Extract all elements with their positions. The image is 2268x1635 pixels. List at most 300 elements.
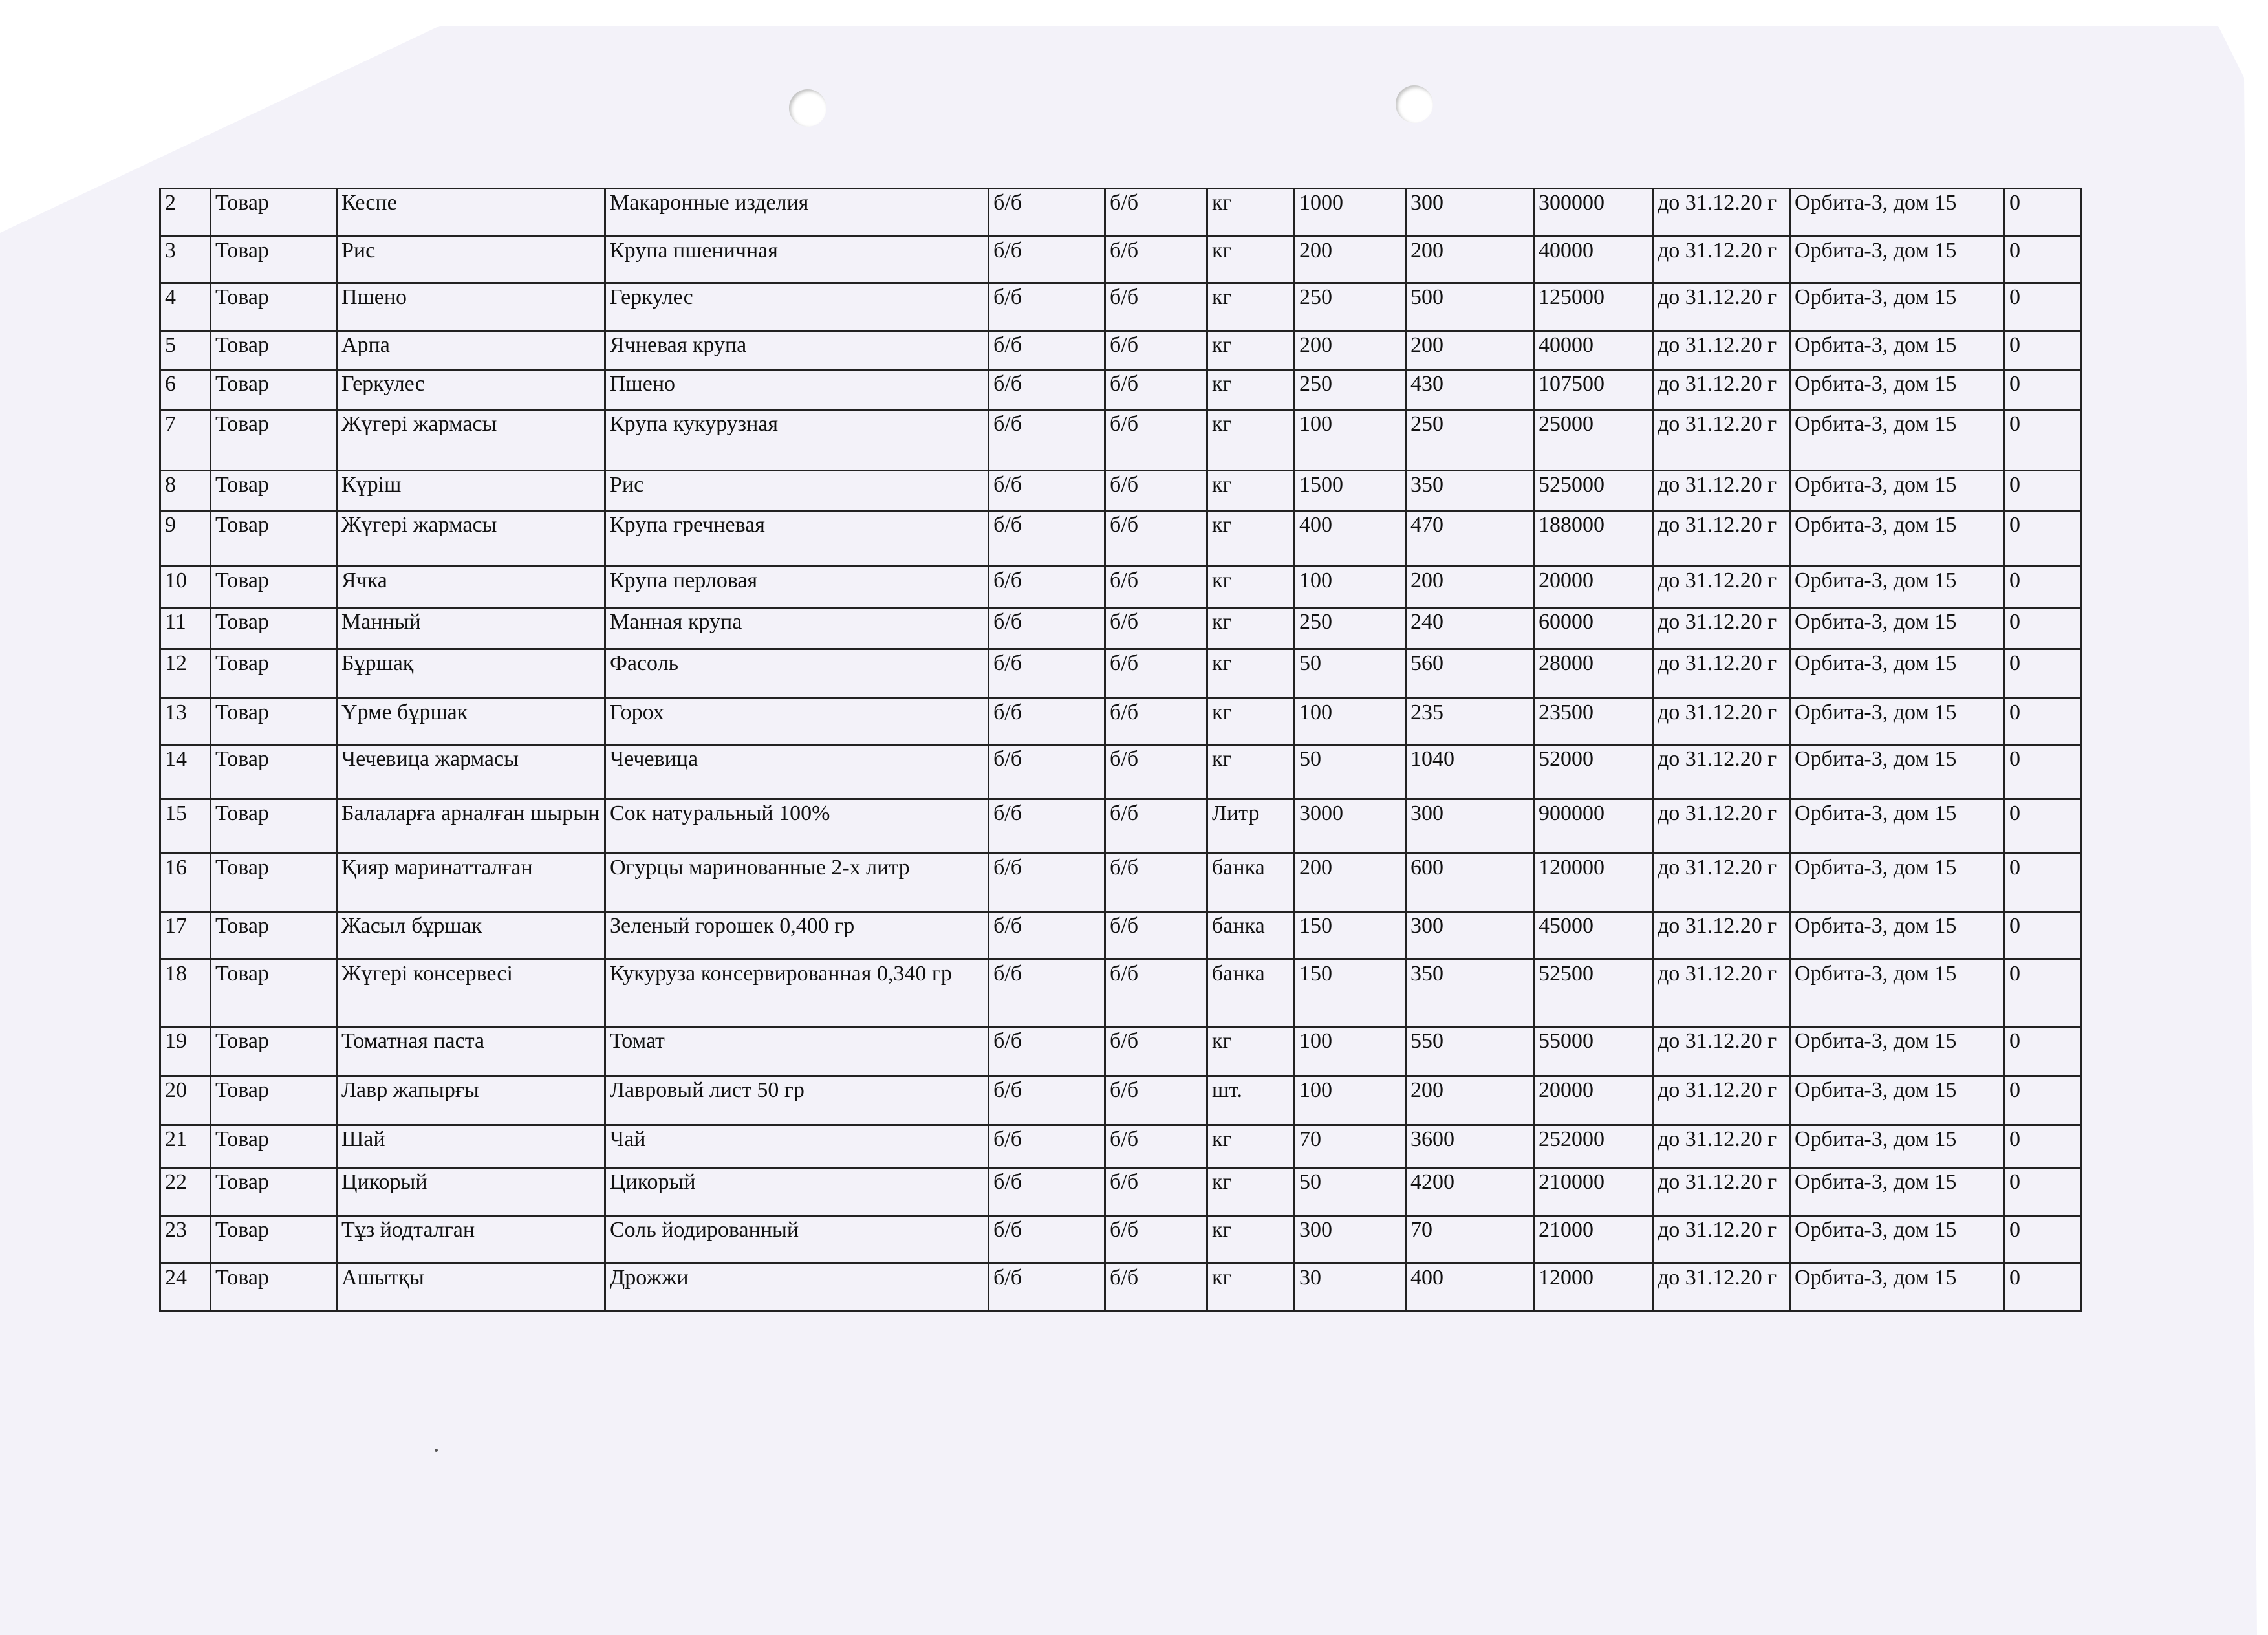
item-name-kz: Қияр маринатталған xyxy=(337,854,605,912)
item-quantity: 50 xyxy=(1295,745,1406,799)
item-name-kz: Манный xyxy=(337,608,605,649)
delivery-place: Орбита-3, дом 15 xyxy=(1790,511,2005,567)
delivery-place: Орбита-3, дом 15 xyxy=(1790,283,2005,331)
item-brand: б/б xyxy=(989,1076,1105,1125)
item-quantity: 150 xyxy=(1295,960,1406,1027)
item-type: Товар xyxy=(211,649,337,698)
item-model: б/б xyxy=(1105,1216,1207,1264)
delivery-place: Орбита-3, дом 15 xyxy=(1790,960,2005,1027)
table-row xyxy=(160,649,2081,698)
item-brand: б/б xyxy=(989,1216,1105,1264)
item-model: б/б xyxy=(1105,854,1207,912)
item-type: Товар xyxy=(211,608,337,649)
item-price: 300 xyxy=(1406,799,1534,854)
delivery-term: до 31.12.20 г xyxy=(1653,567,1790,608)
advance-payment: 0 xyxy=(2005,799,2081,854)
delivery-place: Орбита-3, дом 15 xyxy=(1790,912,2005,960)
item-name-kz: Жүгері жармасы xyxy=(337,410,605,471)
item-brand: б/б xyxy=(989,1264,1105,1312)
advance-payment: 0 xyxy=(2005,1027,2081,1076)
item-brand: б/б xyxy=(989,912,1105,960)
item-brand: б/б xyxy=(989,189,1105,237)
item-name-kz: Бұршақ xyxy=(337,649,605,698)
table-row xyxy=(160,283,2081,331)
item-type: Товар xyxy=(211,1216,337,1264)
item-description: Томат xyxy=(605,1027,989,1076)
item-unit: кг xyxy=(1207,1168,1295,1216)
delivery-place: Орбита-3, дом 15 xyxy=(1790,745,2005,799)
item-name-kz: Пшено xyxy=(337,283,605,331)
item-brand: б/б xyxy=(989,854,1105,912)
item-description: Крупа гречневая xyxy=(605,511,989,567)
item-sum: 107500 xyxy=(1534,370,1653,410)
advance-payment: 0 xyxy=(2005,511,2081,567)
table-row xyxy=(160,189,2081,237)
row-number: 12 xyxy=(160,649,211,698)
item-price: 235 xyxy=(1406,698,1534,745)
item-brand: б/б xyxy=(989,237,1105,283)
delivery-place: Орбита-3, дом 15 xyxy=(1790,1125,2005,1168)
row-number: 19 xyxy=(160,1027,211,1076)
item-description: Макаронные изделия xyxy=(605,189,989,237)
delivery-term: до 31.12.20 г xyxy=(1653,283,1790,331)
item-sum: 45000 xyxy=(1534,912,1653,960)
item-brand: б/б xyxy=(989,960,1105,1027)
delivery-place: Орбита-3, дом 15 xyxy=(1790,189,2005,237)
item-brand: б/б xyxy=(989,283,1105,331)
advance-payment: 0 xyxy=(2005,1125,2081,1168)
item-quantity: 100 xyxy=(1295,1076,1406,1125)
item-type: Товар xyxy=(211,854,337,912)
item-sum: 28000 xyxy=(1534,649,1653,698)
row-number: 23 xyxy=(160,1216,211,1264)
advance-payment: 0 xyxy=(2005,410,2081,471)
item-name-kz: Күріш xyxy=(337,471,605,511)
item-name-kz: Жасыл бұршак xyxy=(337,912,605,960)
item-type: Товар xyxy=(211,410,337,471)
item-price: 200 xyxy=(1406,567,1534,608)
item-model: б/б xyxy=(1105,567,1207,608)
item-sum: 188000 xyxy=(1534,511,1653,567)
item-sum: 20000 xyxy=(1534,1076,1653,1125)
advance-payment: 0 xyxy=(2005,1168,2081,1216)
delivery-term: до 31.12.20 г xyxy=(1653,410,1790,471)
item-brand: б/б xyxy=(989,745,1105,799)
advance-payment: 0 xyxy=(2005,331,2081,370)
delivery-place: Орбита-3, дом 15 xyxy=(1790,1168,2005,1216)
item-name-kz: Ячка xyxy=(337,567,605,608)
item-price: 240 xyxy=(1406,608,1534,649)
item-brand: б/б xyxy=(989,471,1105,511)
item-type: Товар xyxy=(211,1027,337,1076)
table-row xyxy=(160,960,2081,1027)
item-model: б/б xyxy=(1105,608,1207,649)
scan-speck xyxy=(435,1449,438,1452)
item-description: Кукуруза консервированная 0,340 гр xyxy=(605,960,989,1027)
item-quantity: 250 xyxy=(1295,283,1406,331)
delivery-term: до 31.12.20 г xyxy=(1653,1264,1790,1312)
item-type: Товар xyxy=(211,237,337,283)
item-model: б/б xyxy=(1105,799,1207,854)
item-name-kz: Рис xyxy=(337,237,605,283)
item-unit: кг xyxy=(1207,1125,1295,1168)
item-sum: 210000 xyxy=(1534,1168,1653,1216)
item-brand: б/б xyxy=(989,567,1105,608)
table-row xyxy=(160,1264,2081,1312)
item-description: Сок натуральный 100% xyxy=(605,799,989,854)
delivery-place: Орбита-3, дом 15 xyxy=(1790,370,2005,410)
row-number: 16 xyxy=(160,854,211,912)
item-description: Крупа кукурузная xyxy=(605,410,989,471)
item-sum: 120000 xyxy=(1534,854,1653,912)
item-type: Товар xyxy=(211,1076,337,1125)
item-model: б/б xyxy=(1105,283,1207,331)
goods-table-body xyxy=(160,189,2081,1312)
table-row xyxy=(160,698,2081,745)
item-description: Чай xyxy=(605,1125,989,1168)
item-model: б/б xyxy=(1105,511,1207,567)
table-row xyxy=(160,410,2081,471)
item-description: Крупа перловая xyxy=(605,567,989,608)
item-name-kz: Лавр жапырғы xyxy=(337,1076,605,1125)
table-row xyxy=(160,511,2081,567)
item-sum: 300000 xyxy=(1534,189,1653,237)
advance-payment: 0 xyxy=(2005,912,2081,960)
delivery-term: до 31.12.20 г xyxy=(1653,511,1790,567)
row-number: 4 xyxy=(160,283,211,331)
delivery-place: Орбита-3, дом 15 xyxy=(1790,567,2005,608)
delivery-term: до 31.12.20 г xyxy=(1653,912,1790,960)
delivery-term: до 31.12.20 г xyxy=(1653,1027,1790,1076)
advance-payment: 0 xyxy=(2005,189,2081,237)
delivery-term: до 31.12.20 г xyxy=(1653,370,1790,410)
item-quantity: 50 xyxy=(1295,1168,1406,1216)
delivery-term: до 31.12.20 г xyxy=(1653,649,1790,698)
item-type: Товар xyxy=(211,1168,337,1216)
item-name-kz: Ашытқы xyxy=(337,1264,605,1312)
item-brand: б/б xyxy=(989,698,1105,745)
table-row xyxy=(160,799,2081,854)
table-row xyxy=(160,567,2081,608)
item-description: Лавровый лист 50 гр xyxy=(605,1076,989,1125)
item-type: Товар xyxy=(211,189,337,237)
item-name-kz: Геркулес xyxy=(337,370,605,410)
item-brand: б/б xyxy=(989,799,1105,854)
item-description: Рис xyxy=(605,471,989,511)
item-unit: кг xyxy=(1207,410,1295,471)
item-description: Фасоль xyxy=(605,649,989,698)
row-number: 20 xyxy=(160,1076,211,1125)
delivery-place: Орбита-3, дом 15 xyxy=(1790,410,2005,471)
item-sum: 12000 xyxy=(1534,1264,1653,1312)
advance-payment: 0 xyxy=(2005,854,2081,912)
item-model: б/б xyxy=(1105,960,1207,1027)
advance-payment: 0 xyxy=(2005,283,2081,331)
table-row xyxy=(160,745,2081,799)
table-row xyxy=(160,608,2081,649)
delivery-place: Орбита-3, дом 15 xyxy=(1790,1264,2005,1312)
item-unit: кг xyxy=(1207,745,1295,799)
item-quantity: 100 xyxy=(1295,1027,1406,1076)
item-price: 600 xyxy=(1406,854,1534,912)
item-price: 200 xyxy=(1406,237,1534,283)
delivery-term: до 31.12.20 г xyxy=(1653,698,1790,745)
item-quantity: 100 xyxy=(1295,567,1406,608)
table-row xyxy=(160,1125,2081,1168)
row-number: 10 xyxy=(160,567,211,608)
item-unit: кг xyxy=(1207,1216,1295,1264)
row-number: 11 xyxy=(160,608,211,649)
item-name-kz: Жүгері консервесі xyxy=(337,960,605,1027)
item-unit: кг xyxy=(1207,1027,1295,1076)
item-type: Товар xyxy=(211,960,337,1027)
table-row xyxy=(160,1216,2081,1264)
item-price: 300 xyxy=(1406,912,1534,960)
item-name-kz: Шай xyxy=(337,1125,605,1168)
item-model: б/б xyxy=(1105,698,1207,745)
advance-payment: 0 xyxy=(2005,698,2081,745)
item-unit: кг xyxy=(1207,189,1295,237)
item-description: Соль йодированный xyxy=(605,1216,989,1264)
item-description: Горох xyxy=(605,698,989,745)
item-unit: кг xyxy=(1207,283,1295,331)
delivery-place: Орбита-3, дом 15 xyxy=(1790,608,2005,649)
table-row xyxy=(160,331,2081,370)
item-price: 350 xyxy=(1406,960,1534,1027)
delivery-place: Орбита-3, дом 15 xyxy=(1790,237,2005,283)
item-model: б/б xyxy=(1105,189,1207,237)
delivery-place: Орбита-3, дом 15 xyxy=(1790,471,2005,511)
item-price: 200 xyxy=(1406,1076,1534,1125)
delivery-term: до 31.12.20 г xyxy=(1653,960,1790,1027)
item-quantity: 250 xyxy=(1295,608,1406,649)
advance-payment: 0 xyxy=(2005,745,2081,799)
item-model: б/б xyxy=(1105,1027,1207,1076)
item-quantity: 100 xyxy=(1295,410,1406,471)
advance-payment: 0 xyxy=(2005,1076,2081,1125)
item-name-kz: Жүгері жармасы xyxy=(337,511,605,567)
table-row xyxy=(160,1027,2081,1076)
delivery-term: до 31.12.20 г xyxy=(1653,608,1790,649)
item-unit: кг xyxy=(1207,567,1295,608)
item-unit: банка xyxy=(1207,960,1295,1027)
item-model: б/б xyxy=(1105,745,1207,799)
item-sum: 252000 xyxy=(1534,1125,1653,1168)
advance-payment: 0 xyxy=(2005,471,2081,511)
item-quantity: 100 xyxy=(1295,698,1406,745)
item-unit: кг xyxy=(1207,370,1295,410)
row-number: 14 xyxy=(160,745,211,799)
goods-table xyxy=(159,188,2082,1312)
table-row xyxy=(160,854,2081,912)
item-sum: 52500 xyxy=(1534,960,1653,1027)
advance-payment: 0 xyxy=(2005,1264,2081,1312)
item-price: 4200 xyxy=(1406,1168,1534,1216)
item-unit: кг xyxy=(1207,511,1295,567)
item-price: 350 xyxy=(1406,471,1534,511)
item-type: Товар xyxy=(211,331,337,370)
item-unit: кг xyxy=(1207,698,1295,745)
item-sum: 60000 xyxy=(1534,608,1653,649)
item-name-kz: Арпа xyxy=(337,331,605,370)
item-quantity: 70 xyxy=(1295,1125,1406,1168)
delivery-term: до 31.12.20 г xyxy=(1653,1168,1790,1216)
advance-payment: 0 xyxy=(2005,370,2081,410)
item-name-kz: Үрме бұршак xyxy=(337,698,605,745)
item-unit: кг xyxy=(1207,649,1295,698)
item-name-kz: Балаларға арналған шырын xyxy=(337,799,605,854)
item-sum: 525000 xyxy=(1534,471,1653,511)
item-price: 70 xyxy=(1406,1216,1534,1264)
item-quantity: 50 xyxy=(1295,649,1406,698)
row-number: 2 xyxy=(160,189,211,237)
table-row xyxy=(160,471,2081,511)
item-model: б/б xyxy=(1105,237,1207,283)
item-description: Цикорый xyxy=(605,1168,989,1216)
advance-payment: 0 xyxy=(2005,1216,2081,1264)
item-quantity: 1500 xyxy=(1295,471,1406,511)
delivery-term: до 31.12.20 г xyxy=(1653,1076,1790,1125)
item-type: Товар xyxy=(211,745,337,799)
item-type: Товар xyxy=(211,370,337,410)
item-sum: 40000 xyxy=(1534,331,1653,370)
punch-hole-right xyxy=(1396,85,1433,123)
item-model: б/б xyxy=(1105,1076,1207,1125)
delivery-place: Орбита-3, дом 15 xyxy=(1790,1216,2005,1264)
item-brand: б/б xyxy=(989,1125,1105,1168)
item-name-kz: Томатная паста xyxy=(337,1027,605,1076)
delivery-term: до 31.12.20 г xyxy=(1653,1125,1790,1168)
item-quantity: 200 xyxy=(1295,237,1406,283)
item-price: 3600 xyxy=(1406,1125,1534,1168)
delivery-term: до 31.12.20 г xyxy=(1653,471,1790,511)
item-brand: б/б xyxy=(989,410,1105,471)
row-number: 6 xyxy=(160,370,211,410)
advance-payment: 0 xyxy=(2005,237,2081,283)
item-type: Товар xyxy=(211,1125,337,1168)
delivery-place: Орбита-3, дом 15 xyxy=(1790,649,2005,698)
item-quantity: 200 xyxy=(1295,854,1406,912)
item-unit: кг xyxy=(1207,331,1295,370)
item-type: Товар xyxy=(211,698,337,745)
item-price: 560 xyxy=(1406,649,1534,698)
item-type: Товар xyxy=(211,567,337,608)
item-model: б/б xyxy=(1105,1168,1207,1216)
row-number: 7 xyxy=(160,410,211,471)
advance-payment: 0 xyxy=(2005,649,2081,698)
item-quantity: 30 xyxy=(1295,1264,1406,1312)
row-number: 22 xyxy=(160,1168,211,1216)
item-model: б/б xyxy=(1105,912,1207,960)
delivery-term: до 31.12.20 г xyxy=(1653,331,1790,370)
item-unit: кг xyxy=(1207,608,1295,649)
delivery-term: до 31.12.20 г xyxy=(1653,189,1790,237)
item-model: б/б xyxy=(1105,1264,1207,1312)
item-price: 200 xyxy=(1406,331,1534,370)
item-type: Товар xyxy=(211,283,337,331)
item-model: б/б xyxy=(1105,471,1207,511)
delivery-place: Орбита-3, дом 15 xyxy=(1790,854,2005,912)
item-type: Товар xyxy=(211,799,337,854)
delivery-term: до 31.12.20 г xyxy=(1653,745,1790,799)
delivery-place: Орбита-3, дом 15 xyxy=(1790,1027,2005,1076)
item-unit: кг xyxy=(1207,471,1295,511)
delivery-term: до 31.12.20 г xyxy=(1653,854,1790,912)
row-number: 24 xyxy=(160,1264,211,1312)
item-model: б/б xyxy=(1105,370,1207,410)
item-brand: б/б xyxy=(989,511,1105,567)
item-description: Пшено xyxy=(605,370,989,410)
punch-hole-left xyxy=(789,89,826,127)
item-sum: 40000 xyxy=(1534,237,1653,283)
item-description: Геркулес xyxy=(605,283,989,331)
item-price: 300 xyxy=(1406,189,1534,237)
item-type: Товар xyxy=(211,471,337,511)
item-model: б/б xyxy=(1105,331,1207,370)
item-sum: 52000 xyxy=(1534,745,1653,799)
table-row xyxy=(160,1168,2081,1216)
row-number: 15 xyxy=(160,799,211,854)
item-quantity: 200 xyxy=(1295,331,1406,370)
item-type: Товар xyxy=(211,912,337,960)
item-model: б/б xyxy=(1105,410,1207,471)
item-brand: б/б xyxy=(989,1027,1105,1076)
item-quantity: 400 xyxy=(1295,511,1406,567)
item-sum: 125000 xyxy=(1534,283,1653,331)
item-type: Товар xyxy=(211,511,337,567)
item-unit: банка xyxy=(1207,912,1295,960)
item-unit: шт. xyxy=(1207,1076,1295,1125)
delivery-term: до 31.12.20 г xyxy=(1653,799,1790,854)
item-model: б/б xyxy=(1105,1125,1207,1168)
item-unit: банка xyxy=(1207,854,1295,912)
table-row xyxy=(160,370,2081,410)
item-sum: 23500 xyxy=(1534,698,1653,745)
item-brand: б/б xyxy=(989,331,1105,370)
delivery-place: Орбита-3, дом 15 xyxy=(1790,331,2005,370)
table-row xyxy=(160,1076,2081,1125)
item-unit: кг xyxy=(1207,237,1295,283)
item-brand: б/б xyxy=(989,1168,1105,1216)
advance-payment: 0 xyxy=(2005,608,2081,649)
item-quantity: 250 xyxy=(1295,370,1406,410)
item-sum: 20000 xyxy=(1534,567,1653,608)
item-quantity: 3000 xyxy=(1295,799,1406,854)
item-model: б/б xyxy=(1105,649,1207,698)
item-type: Товар xyxy=(211,1264,337,1312)
item-price: 400 xyxy=(1406,1264,1534,1312)
delivery-term: до 31.12.20 г xyxy=(1653,1216,1790,1264)
delivery-term: до 31.12.20 г xyxy=(1653,237,1790,283)
item-brand: б/б xyxy=(989,608,1105,649)
row-number: 9 xyxy=(160,511,211,567)
item-sum: 21000 xyxy=(1534,1216,1653,1264)
row-number: 21 xyxy=(160,1125,211,1168)
advance-payment: 0 xyxy=(2005,960,2081,1027)
item-name-kz: Чечевица жармасы xyxy=(337,745,605,799)
row-number: 3 xyxy=(160,237,211,283)
item-price: 470 xyxy=(1406,511,1534,567)
item-description: Чечевица xyxy=(605,745,989,799)
advance-payment: 0 xyxy=(2005,567,2081,608)
delivery-place: Орбита-3, дом 15 xyxy=(1790,799,2005,854)
item-description: Манная крупа xyxy=(605,608,989,649)
row-number: 17 xyxy=(160,912,211,960)
item-description: Зеленый горошек 0,400 гр xyxy=(605,912,989,960)
item-sum: 900000 xyxy=(1534,799,1653,854)
item-description: Дрожжи xyxy=(605,1264,989,1312)
row-number: 13 xyxy=(160,698,211,745)
